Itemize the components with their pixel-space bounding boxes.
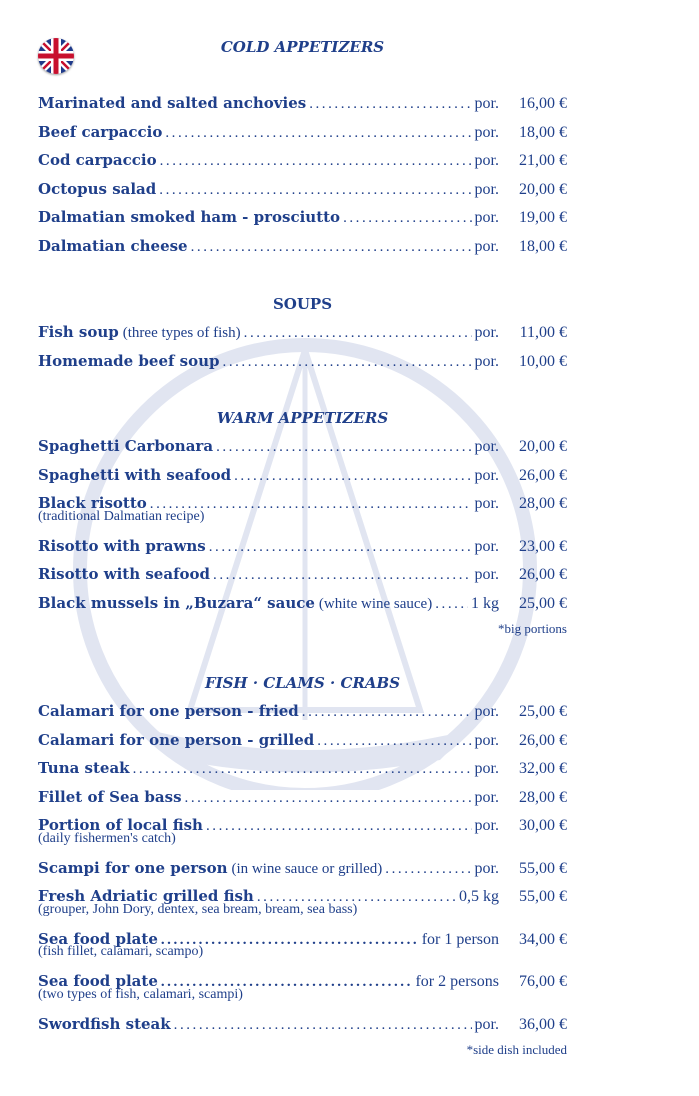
- menu-item: [38, 589, 567, 618]
- menu-item: [38, 854, 567, 883]
- item-price: 21,00 €: [519, 152, 567, 169]
- item-price: 18,00 €: [519, 123, 567, 141]
- item-price: 76,00 €: [519, 973, 567, 990]
- dot-leader: [209, 533, 472, 562]
- dot-leader: [309, 90, 471, 119]
- item-price: 20,00 €: [519, 438, 567, 455]
- item-price: 26,00 €: [519, 466, 567, 484]
- section-heading: FISH · CLAMS · CRABS: [204, 674, 401, 692]
- menu-item: [38, 203, 567, 232]
- item-price: 28,00 €: [519, 495, 567, 512]
- item-unit: por.: [474, 95, 499, 112]
- item-description: (grouper, John Dory, dentex, sea bream, bream, sea bass): [38, 901, 358, 917]
- item-description: (daily fishermen's catch): [38, 830, 176, 846]
- menu-item: [38, 432, 567, 461]
- item-price: 20,00 €: [519, 180, 567, 198]
- menu-item: [38, 811, 567, 854]
- item-name: Spaghetti Carbonara: [38, 437, 214, 455]
- dot-leader: [385, 855, 471, 884]
- item-name: Marinated and salted anchovies: [38, 94, 307, 112]
- item-name: Homemade beef soup: [38, 351, 220, 370]
- item-price: 10,00 €: [519, 352, 567, 370]
- menu-item: [38, 318, 567, 347]
- item-name: Sea food plate: [38, 972, 158, 990]
- menu-item: [38, 347, 567, 376]
- menu-item: [38, 882, 567, 925]
- item-name: Swordfish steak: [38, 1014, 171, 1033]
- menu-item: [38, 89, 567, 118]
- item-price: 25,00 €: [519, 594, 567, 612]
- item-unit: por.: [474, 495, 499, 512]
- item-unit: por.: [474, 352, 499, 370]
- dot-leader: [160, 147, 472, 176]
- item-price: 55,00 €: [519, 888, 567, 905]
- item-unit: por.: [474, 123, 499, 141]
- menu-item: [38, 783, 567, 812]
- item-price: 25,00 €: [519, 703, 567, 720]
- menu-item: [38, 925, 567, 968]
- item-description: (traditional Dalmatian recipe): [38, 508, 205, 524]
- item-unit: por.: [474, 180, 499, 198]
- item-price: 32,00 €: [519, 760, 567, 777]
- item-name: Sea food plate: [38, 929, 158, 948]
- menu-item: [38, 560, 567, 589]
- dot-leader: [165, 119, 471, 148]
- item-unit: por.: [474, 788, 499, 806]
- item-name: Fresh Adriatic grilled fish: [38, 887, 254, 905]
- item-price: 19,00 €: [519, 209, 567, 226]
- menu-item: [38, 232, 567, 261]
- menu-section: [38, 669, 567, 1062]
- dot-leader: [435, 590, 468, 619]
- item-note: (three types of fish): [122, 325, 241, 341]
- item-name: Black risotto: [38, 494, 147, 512]
- menu-item: [38, 697, 567, 726]
- item-name: Dalmatian cheese: [38, 236, 188, 255]
- item-price: 26,00 €: [519, 566, 567, 583]
- menu-item: [38, 146, 567, 175]
- dot-leader: [234, 462, 471, 491]
- menu-item: [38, 726, 567, 755]
- dot-leader: [302, 698, 472, 727]
- item-price: 30,00 €: [519, 817, 567, 834]
- menu-section: [38, 33, 567, 260]
- dot-leader: [343, 204, 471, 233]
- item-name: Black mussels in „Buzara“ sauce: [38, 593, 315, 612]
- dot-leader: [185, 784, 472, 813]
- dot-leader: [213, 561, 472, 590]
- item-unit: 1 kg: [471, 594, 499, 612]
- item-name: Fish soup: [38, 323, 119, 341]
- dot-leader: [174, 1011, 472, 1040]
- item-unit: por.: [474, 731, 499, 749]
- item-unit: 0,5 kg: [459, 888, 499, 905]
- item-note: (white wine sauce): [318, 595, 433, 612]
- item-unit: por.: [474, 703, 499, 720]
- item-price: 55,00 €: [519, 859, 567, 877]
- dot-leader: [216, 433, 471, 462]
- item-price: 36,00 €: [519, 1015, 567, 1033]
- menu-item: [38, 489, 567, 532]
- item-note: (in wine sauce or grilled): [231, 860, 383, 877]
- item-unit: por.: [474, 152, 499, 169]
- menu-item: [38, 175, 567, 204]
- item-name: Fillet of Sea bass: [38, 787, 182, 806]
- menu-section: [38, 290, 567, 375]
- item-price: 11,00 €: [519, 324, 567, 341]
- item-unit: for 2 persons: [415, 973, 499, 990]
- dot-leader: [191, 233, 472, 262]
- item-name: Beef carpaccio: [38, 122, 163, 141]
- section-heading: WARM APPETIZERS: [216, 409, 389, 427]
- item-price: 34,00 €: [519, 930, 567, 948]
- footnote: *side dish included: [466, 1042, 567, 1057]
- item-name: Scampi for one person: [38, 858, 228, 877]
- item-unit: por.: [474, 466, 499, 484]
- item-price: 16,00 €: [519, 95, 567, 112]
- item-unit: por.: [474, 760, 499, 777]
- item-price: 18,00 €: [519, 237, 567, 255]
- menu-section: [38, 404, 567, 641]
- item-name: Portion of local fish: [38, 816, 203, 834]
- dot-leader: [317, 727, 471, 756]
- item-name: Cod carpaccio: [38, 151, 157, 169]
- item-name: Risotto with prawns: [38, 536, 206, 555]
- section-heading: SOUPS: [272, 295, 333, 313]
- item-unit: por.: [474, 237, 499, 255]
- item-unit: por.: [474, 209, 499, 226]
- item-unit: por.: [474, 324, 499, 341]
- dot-leader: [244, 319, 472, 348]
- item-name: Dalmatian smoked ham - prosciutto: [38, 208, 341, 226]
- item-unit: por.: [474, 817, 499, 834]
- dot-leader: [159, 176, 471, 205]
- item-price: 23,00 €: [519, 537, 567, 555]
- item-unit: por.: [474, 566, 499, 583]
- item-unit: por.: [474, 1015, 499, 1033]
- item-description: (two types of fish, calamari, scampi): [38, 986, 243, 1002]
- item-description: (fish fillet, calamari, scampo): [38, 944, 204, 959]
- menu-item: [38, 461, 567, 490]
- item-unit: por.: [474, 537, 499, 555]
- item-price: 28,00 €: [519, 788, 567, 806]
- menu-item: [38, 118, 567, 147]
- dot-leader: [223, 348, 472, 377]
- item-name: Tuna steak: [38, 759, 130, 777]
- item-unit: for 1 person: [421, 930, 499, 948]
- item-name: Octopus salad: [38, 179, 157, 198]
- item-name: Calamari for one person - fried: [38, 702, 299, 720]
- footnote: *big portions: [498, 621, 567, 636]
- item-unit: por.: [474, 859, 499, 877]
- dot-leader: [133, 755, 472, 784]
- section-heading: COLD APPETIZERS: [220, 38, 385, 56]
- menu-item: [38, 532, 567, 561]
- menu-item: [38, 754, 567, 783]
- item-name: Risotto with seafood: [38, 565, 211, 583]
- menu-item: [38, 967, 567, 1010]
- item-unit: por.: [474, 438, 499, 455]
- item-price: 26,00 €: [519, 731, 567, 749]
- dot-leader: [206, 812, 472, 841]
- menu-item: [38, 1010, 567, 1039]
- item-name: Spaghetti with seafood: [38, 465, 232, 484]
- item-name: Calamari for one person - grilled: [38, 730, 315, 749]
